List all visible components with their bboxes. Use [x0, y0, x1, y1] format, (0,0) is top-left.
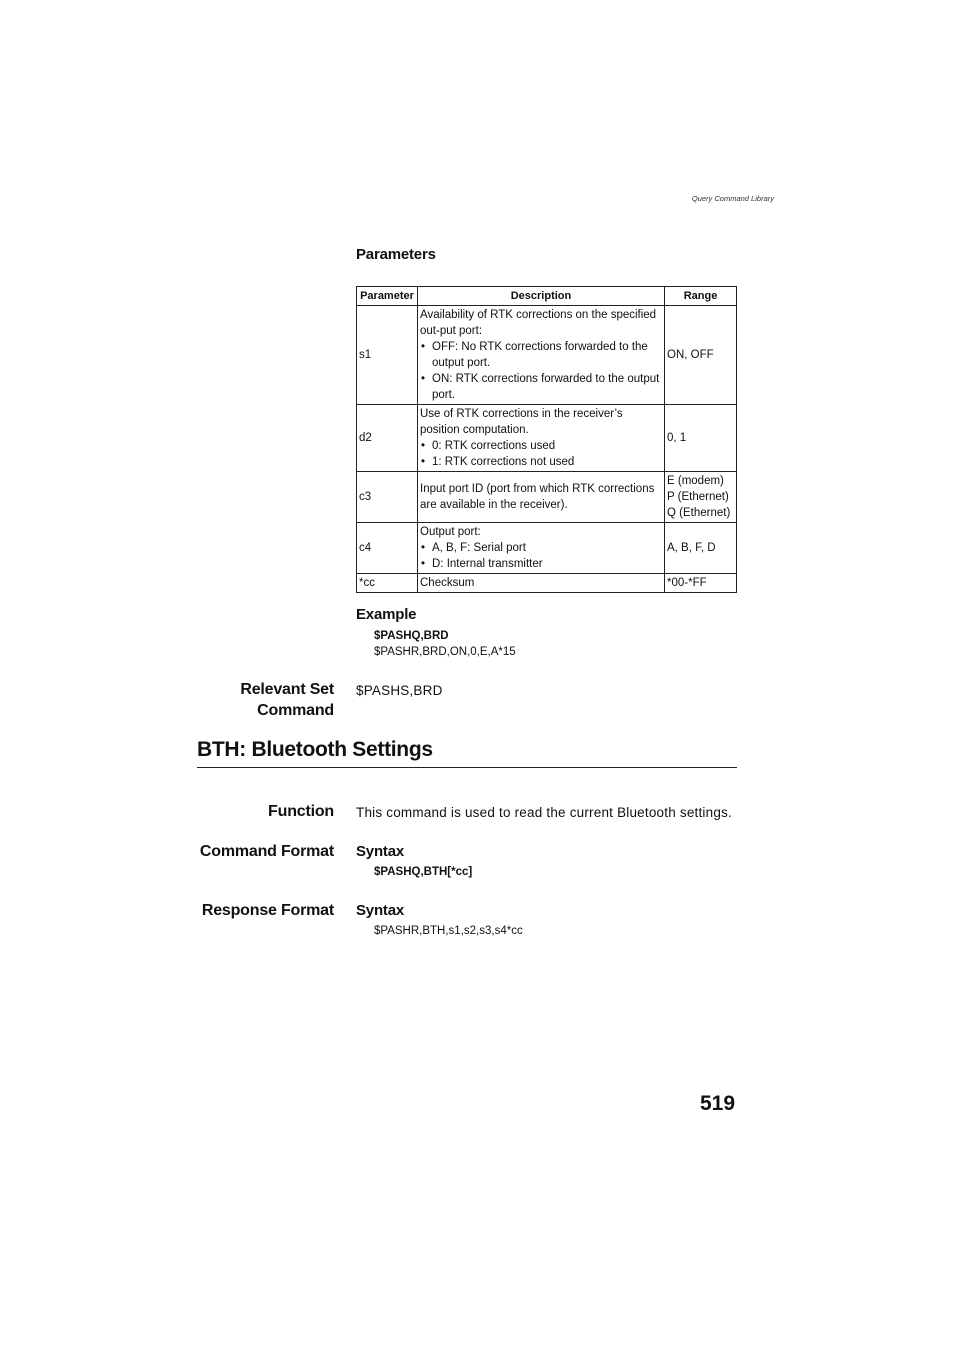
table-row	[357, 574, 737, 593]
table-row	[357, 306, 737, 405]
description-cell: Checksum	[418, 574, 665, 593]
relevant-set-value: $PASHS,BRD	[356, 683, 443, 698]
range-cell: 0, 1	[665, 405, 737, 472]
description-cell	[418, 472, 665, 523]
running-head: Query Command Library	[691, 194, 774, 203]
description-intro: Use of RTK corrections in the receiver’s position computation.	[420, 408, 623, 436]
function-text: This command is used to read the current Bluetooth settings.	[356, 805, 732, 820]
table-row	[357, 523, 737, 574]
range-line: E (modem)	[667, 475, 724, 487]
command-format-label: Command Format	[199, 843, 334, 860]
section-title: BTH: Bluetooth Settings	[197, 738, 433, 761]
page-number: 519	[700, 1092, 736, 1115]
description-intro: Output port:	[420, 526, 481, 538]
param-cell: c4	[357, 523, 418, 574]
relevant-set-label-line2: Command	[257, 702, 334, 719]
header-parameter: Parameter	[357, 287, 418, 306]
section-rule	[197, 767, 737, 768]
param-cell: d2	[357, 405, 418, 472]
header-range: Range	[665, 287, 737, 306]
table-row	[357, 472, 737, 523]
example-heading: Example	[356, 606, 417, 623]
range-line: P (Ethernet)	[667, 491, 729, 503]
function-label: Function	[268, 803, 334, 820]
bullet-item: • 1: RTK corrections not used	[420, 454, 662, 470]
description-intro: Input port ID (port from which RTK corrections are available in the receiver).	[420, 483, 655, 511]
description-bullets	[420, 540, 662, 572]
table-row	[357, 405, 737, 472]
range-cell: *00-*FF	[665, 574, 737, 593]
description-cell	[418, 306, 665, 405]
description-intro: Availability of RTK corrections on the specified out-put port:	[420, 309, 657, 337]
bullet-item: • A, B, F: Serial port	[420, 540, 662, 556]
response-syntax: $PASHR,BTH,s1,s2,s3,s4*cc	[374, 925, 523, 937]
header-description: Description	[418, 287, 665, 306]
response-syntax-heading: Syntax	[356, 902, 404, 919]
description-bullets	[420, 339, 662, 403]
bullet-item: • ON: RTK corrections forwarded to the output port.	[420, 371, 662, 403]
description-cell	[418, 523, 665, 574]
description-cell	[418, 405, 665, 472]
example-response: $PASHR,BRD,ON,0,E,A*15	[374, 646, 516, 658]
relevant-set-label	[134, 679, 334, 721]
param-cell: *cc	[357, 574, 418, 593]
param-cell: s1	[357, 306, 418, 405]
range-cell	[665, 472, 737, 523]
example-query: $PASHQ,BRD	[374, 630, 449, 642]
bullet-item: • D: Internal transmitter	[420, 556, 662, 572]
range-cell: ON, OFF	[665, 306, 737, 405]
parameters-table	[356, 286, 737, 593]
range-cell: A, B, F, D	[665, 523, 737, 574]
bullet-item: • OFF: No RTK corrections forwarded to the output port.	[420, 339, 662, 371]
param-cell: c3	[357, 472, 418, 523]
response-format-label: Response Format	[201, 902, 334, 919]
table-header-row	[357, 287, 737, 306]
description-bullets	[420, 438, 662, 470]
bullet-item: • 0: RTK corrections used	[420, 438, 662, 454]
command-syntax: $PASHQ,BTH[*cc]	[374, 866, 473, 878]
command-syntax-heading: Syntax	[356, 843, 404, 860]
parameters-heading: Parameters	[356, 246, 436, 263]
relevant-set-label-line1: Relevant Set	[240, 681, 334, 698]
range-line: Q (Ethernet)	[667, 507, 731, 519]
